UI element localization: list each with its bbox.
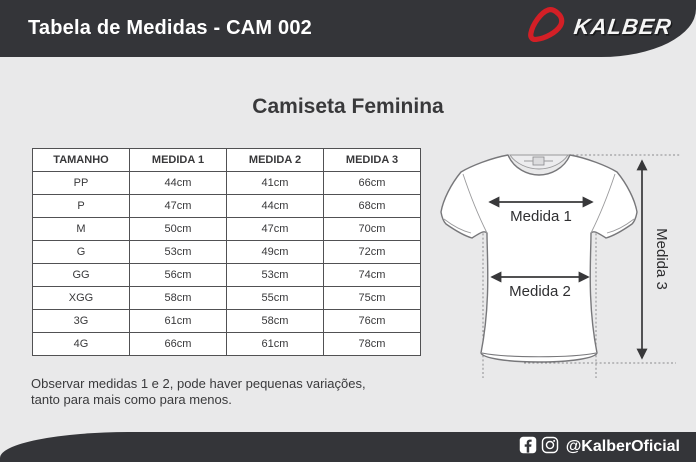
measure-cell: 47cm	[130, 195, 227, 218]
medida1-label: Medida 1	[510, 208, 572, 225]
table-row	[33, 218, 421, 241]
column-header-medida3: MEDIDA 3	[324, 149, 421, 172]
table-row	[33, 172, 421, 195]
size-cell: XGG	[33, 287, 130, 310]
measure-cell: 70cm	[324, 218, 421, 241]
measure-cell: 61cm	[130, 310, 227, 333]
measure-cell: 53cm	[227, 264, 324, 287]
bottom-bar	[0, 432, 696, 462]
measure-cell: 61cm	[227, 333, 324, 356]
measure-cell: 72cm	[324, 241, 421, 264]
measure-cell: 66cm	[324, 172, 421, 195]
medida2-label: Medida 2	[509, 283, 571, 300]
table-header-row	[33, 149, 421, 172]
size-cell: M	[33, 218, 130, 241]
measure-cell: 44cm	[130, 172, 227, 195]
size-cell: P	[33, 195, 130, 218]
measure-cell: 75cm	[324, 287, 421, 310]
table-row	[33, 333, 421, 356]
measure-cell: 49cm	[227, 241, 324, 264]
column-header-tamanho: TAMANHO	[33, 149, 130, 172]
table-row	[33, 195, 421, 218]
measure-cell: 47cm	[227, 218, 324, 241]
measure-cell: 55cm	[227, 287, 324, 310]
column-header-medida1: MEDIDA 1	[130, 149, 227, 172]
measure-cell: 58cm	[227, 310, 324, 333]
measure-cell: 58cm	[130, 287, 227, 310]
measure-cell: 53cm	[130, 241, 227, 264]
facebook-icon[interactable]	[519, 436, 537, 459]
document-title: Tabela de Medidas - CAM 002	[28, 17, 312, 39]
note-line-2: tanto para mais como para menos.	[31, 392, 232, 407]
top-bar	[0, 0, 696, 57]
column-header-medida2: MEDIDA 2	[227, 149, 324, 172]
kalber-logo-text: KALBER	[572, 14, 674, 39]
size-cell: 4G	[33, 333, 130, 356]
size-cell: PP	[33, 172, 130, 195]
measure-cell: 76cm	[324, 310, 421, 333]
collar-label	[533, 157, 544, 165]
kalber-logo	[525, 0, 672, 54]
measure-cell: 78cm	[324, 333, 421, 356]
social-handle[interactable]: @KalberOficial	[565, 438, 680, 455]
measure-cell: 56cm	[130, 264, 227, 287]
table-row	[33, 310, 421, 333]
measure-cell: 74cm	[324, 264, 421, 287]
measure-cell: 44cm	[227, 195, 324, 218]
kalber-logo-icon	[525, 5, 567, 50]
note-line-1: Observar medidas 1 e 2, pode haver pequenas variações,	[31, 376, 366, 391]
table-row	[33, 241, 421, 264]
instagram-icon[interactable]	[541, 436, 559, 459]
size-cell: 3G	[33, 310, 130, 333]
medida3-label: Medida 3	[653, 228, 670, 290]
page-title: Camiseta Feminina	[252, 95, 444, 118]
tshirt-measurement-diagram	[436, 142, 684, 384]
tshirt-outline	[441, 155, 637, 362]
table-row	[33, 287, 421, 310]
measure-cell: 41cm	[227, 172, 324, 195]
size-cell: GG	[33, 264, 130, 287]
measure-cell: 66cm	[130, 333, 227, 356]
measurements-table	[32, 148, 421, 356]
measure-cell: 68cm	[324, 195, 421, 218]
measure-cell: 50cm	[130, 218, 227, 241]
table-row	[33, 264, 421, 287]
observation-note	[31, 376, 431, 408]
size-cell: G	[33, 241, 130, 264]
